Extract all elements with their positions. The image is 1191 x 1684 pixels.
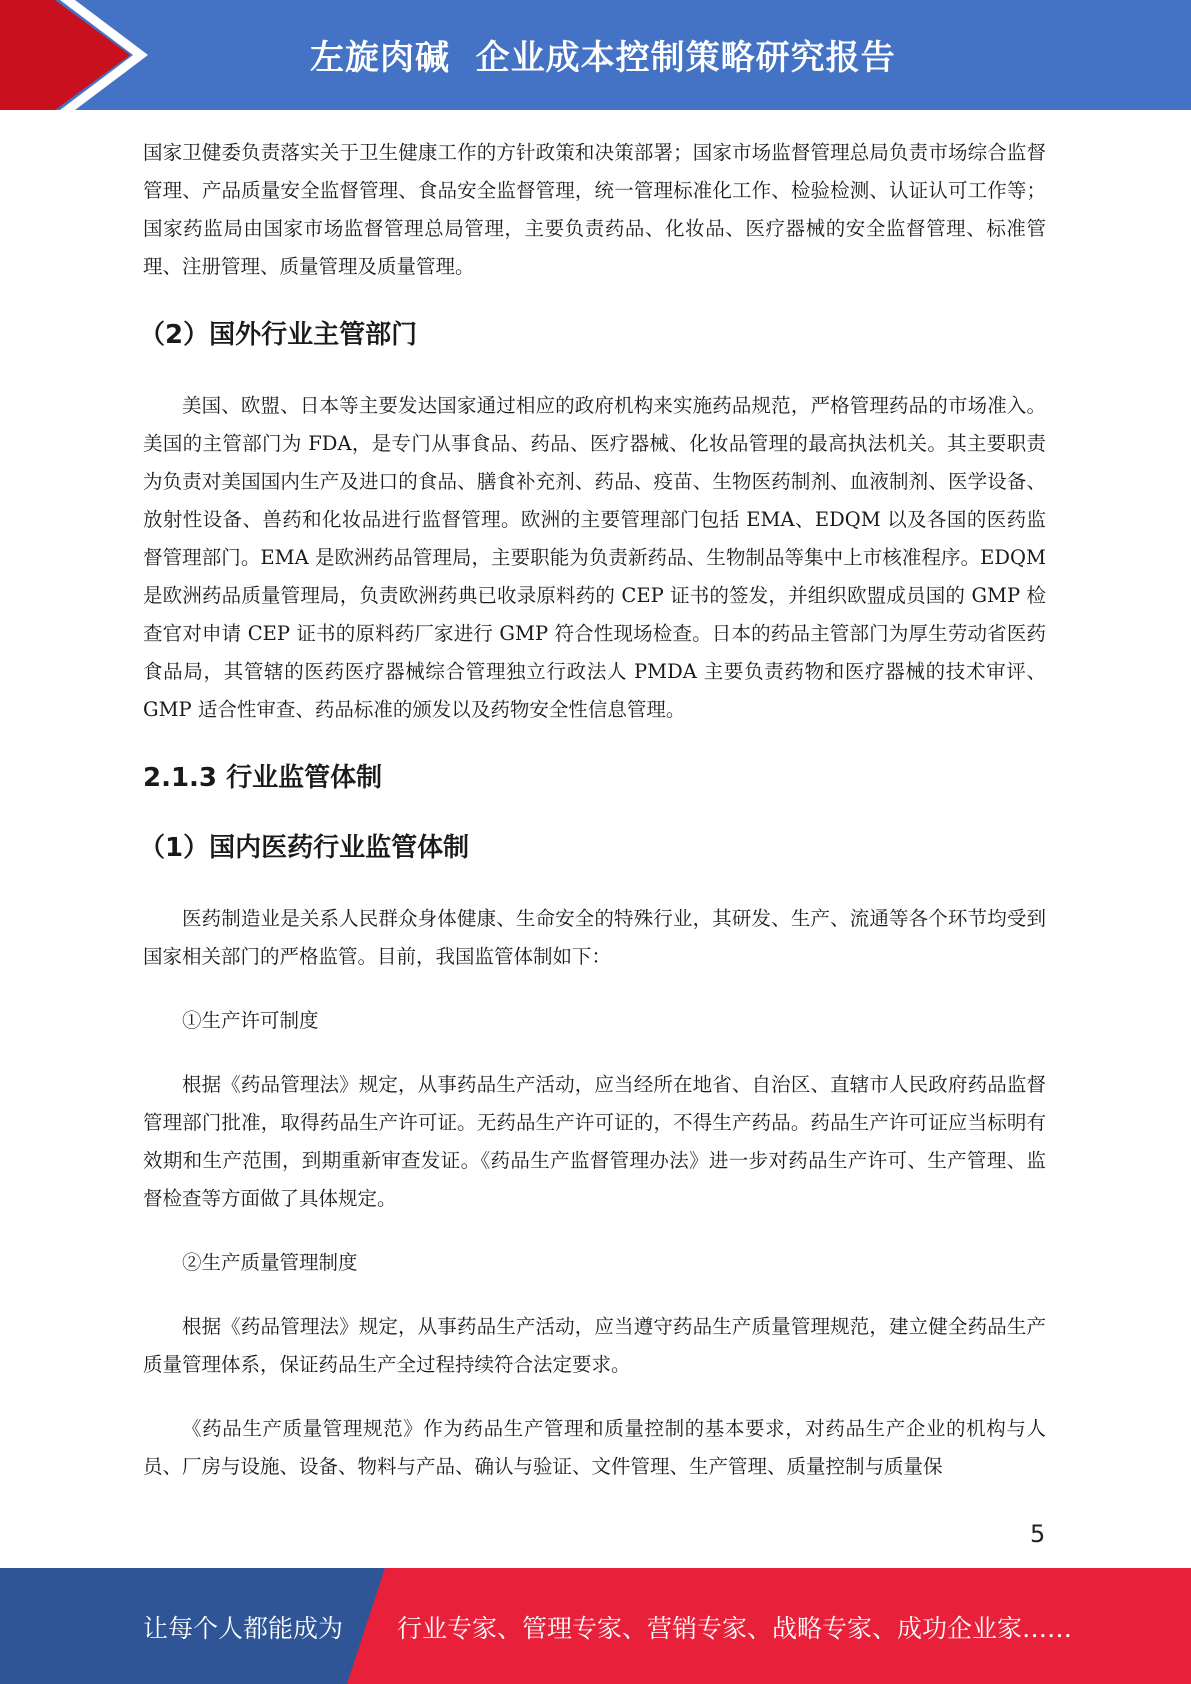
- report-title: 左旋肉碱 企业成本控制策略研究报告: [310, 38, 896, 78]
- paragraph-quality-management: 根据《药品管理法》规定，从事药品生产活动，应当遵守药品生产质量管理规范，建立健全药品生产质量管理体系，保证药品生产全过程持续符合法定要求。: [143, 1315, 1046, 1376]
- list-item-quality-management: ②生产质量管理制度: [182, 1251, 358, 1274]
- heading-foreign-regulators: （2）国外行业主管部门: [139, 320, 418, 350]
- footer-slogan-left: 让每个人都能成为: [143, 1614, 344, 1643]
- paragraph-foreign-regulators: 美国、欧盟、日本等主要发达国家通过相应的政府机构来实施药品规范，严格管理药品的市场准入。美国的主管部门为 FDA，是专门从事食品、药品、医疗器械、化妆品管理的最高执法机关。其主要职责为负责对美国国内生产及进口的食品、膳食补充剂、药品、疫苗、生物医药制剂、血液制剂、医学设备、放射性设备、兽药和化妆品进行监督管理。欧洲的主要管理部门包括 EMA、EDQM 以及各国的医药监督管理部门。EMA 是欧洲药品管理局，主要职能为负责新药品、生物制品等集中上市核准程序。EDQM 是欧洲药品质量管理局，负责欧洲药典已收录原料药的 CEP 证书的签发，并组织欧盟成员国的 GMP 检查官对申请 CEP 证书的原料药厂家进行 GMP 符合性现场检查。日本的药品主管部门为厚生劳动省医药食品局，其管辖的医药医疗器械综合管理独立行政法人 PMDA 主要负责药物和医疗器械的技术审评、GMP 适合性审查、药品标准的颁发以及药物安全性信息管理。: [143, 394, 1046, 721]
- paragraph-gmp-standard: 《药品生产质量管理规范》作为药品生产管理和质量控制的基本要求，对药品生产企业的机构与人员、厂房与设施、设备、物料与产品、确认与验证、文件管理、生产管理、质量控制与质量保: [143, 1417, 1046, 1478]
- page-footer: [0, 1568, 1191, 1684]
- heading-domestic-regulation: （1）国内医药行业监管体制: [139, 833, 470, 863]
- paragraph-industry-overview: 医药制造业是关系人民群众身体健康、生命安全的特殊行业，其研发、生产、流通等各个环节均受到国家相关部门的严格监管。目前，我国监管体制如下：: [143, 907, 1046, 968]
- footer-slogan-right: 行业专家、管理专家、营销专家、战略专家、成功企业家……: [397, 1614, 1073, 1643]
- list-item-production-license: ①生产许可制度: [182, 1009, 319, 1032]
- heading-section-2-1-3: 2.1.3 行业监管体制: [143, 763, 383, 793]
- page-header: [0, 0, 1191, 110]
- document-body: [139, 134, 1046, 1486]
- paragraph-production-license: 根据《药品管理法》规定，从事药品生产活动，应当经所在地省、自治区、直辖市人民政府药品监督管理部门批准，取得药品生产许可证。无药品生产许可证的，不得生产药品。药品生产许可证应当标明有效期和生产范围，到期重新审查发证。《药品生产监督管理办法》进一步对药品生产许可、生产管理、监督检查等方面做了具体规定。: [143, 1073, 1046, 1210]
- page-number: 5: [1030, 1520, 1046, 1548]
- paragraph-regulators-domestic: 国家卫健委负责落实关于卫生健康工作的方针政策和决策部署；国家市场监督管理总局负责市场综合监督管理、产品质量安全监督管理、食品安全监督管理，统一管理标准化工作、检验检测、认证认可工作等；国家药监局由国家市场监督管理总局管理，主要负责药品、化妆品、医疗器械的安全监督管理、标准管理、注册管理、质量管理及质量管理。: [143, 141, 1046, 278]
